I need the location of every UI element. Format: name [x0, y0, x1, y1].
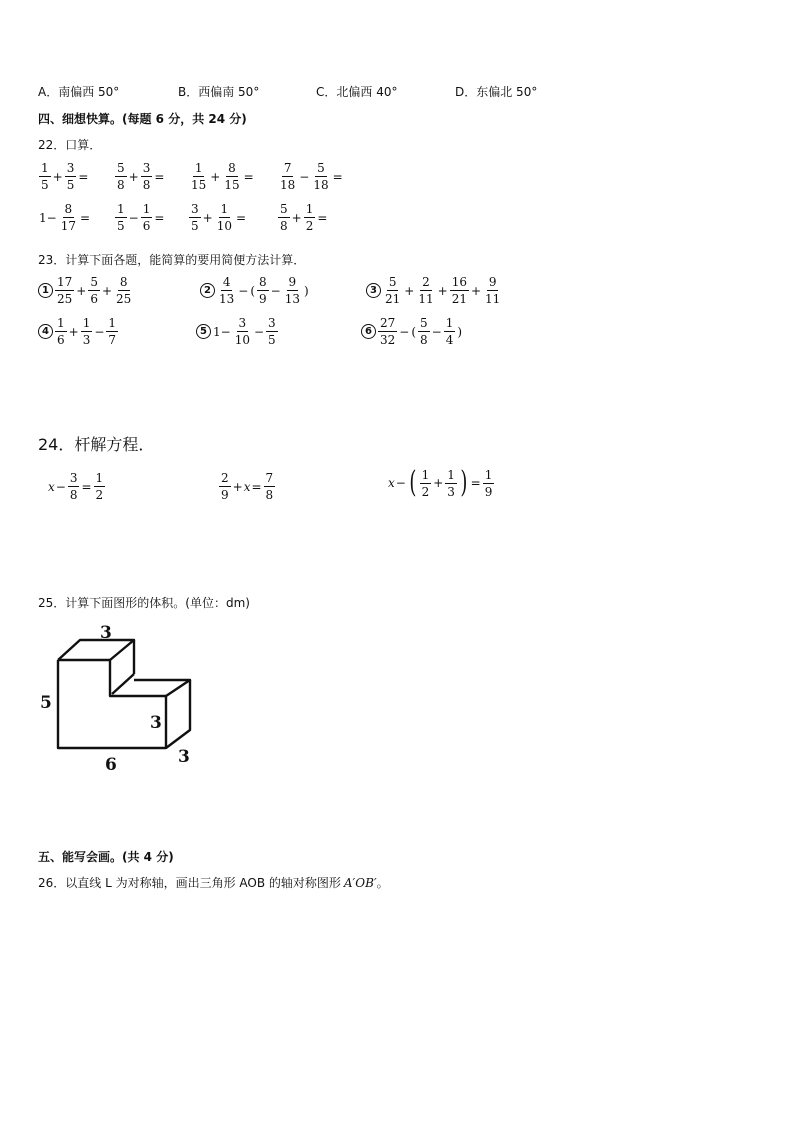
q26-text — [38, 874, 389, 891]
fraction: $\frac{9}{13}$ — [284, 275, 301, 306]
fraction: $\frac{1}{9}$ — [484, 467, 493, 499]
label-depth: 3 — [178, 747, 190, 767]
q22-item: $\frac{1}{15}$ + $\frac{8}{15}$ = — [191, 161, 254, 192]
tall-step-edge — [112, 674, 134, 694]
fraction: $\frac{1}{2}$ — [95, 471, 104, 502]
option-d: D．东偏北 50° — [455, 85, 538, 99]
option-b: B．西偏南 50° — [178, 85, 260, 99]
label-top: 3 — [100, 623, 112, 643]
fraction: $\frac{5}{6}$ — [90, 275, 98, 306]
fraction: $\frac{27}{32}$ — [380, 316, 396, 347]
circle-mark-6: 6 — [361, 324, 376, 339]
q22-item: 1− $\frac{8}{17}$ = — [39, 202, 91, 233]
fraction: $\frac{1}{6}$ — [57, 316, 65, 347]
q22-title: 22．口算． — [38, 138, 102, 152]
fraction: $\frac{8}{9}$ — [259, 275, 267, 306]
q22-item: $\frac{5}{8}$ + $\frac{1}{2}$ = — [280, 202, 328, 233]
fraction: $\frac{5}{21}$ — [385, 275, 401, 306]
q22-item: $\frac{3}{5}$ + $\frac{1}{10}$ = — [191, 202, 247, 233]
q22-item: $\frac{1}{5}$ − $\frac{1}{6}$ = — [117, 202, 165, 233]
section-5-title: 五、能写会画。(共 4 分) — [38, 850, 174, 864]
q23-expr-4: 4 $\frac{1}{6}$ + $\frac{1}{3}$ − $\frac{1}{7}$ — [38, 317, 119, 346]
q24-equation-2: $\frac{2}{9}$ + x = $\frac{7}{8}$ — [221, 471, 274, 502]
fraction: $\frac{2}{11}$ — [418, 275, 434, 306]
fraction: $\frac{7}{18}$ — [280, 161, 296, 192]
top-face-low — [134, 680, 190, 696]
circle-mark-3: 3 — [366, 283, 381, 298]
fraction: $\frac{2}{9}$ — [221, 471, 229, 502]
circle-mark-1: 1 — [38, 283, 53, 298]
option-c: C．北偏西 40° — [316, 85, 398, 99]
fraction: $\frac{5}{8}$ — [420, 316, 428, 347]
q22-item: $\frac{7}{18}$ − $\frac{5}{18}$ = — [280, 161, 343, 192]
fraction: $\frac{1}{2}$ — [421, 467, 430, 499]
q23-expr-3: 3 $\frac{5}{21}$ + $\frac{2}{11}$ + $\frac{16}{21}$ + $\frac{9}{11}$ — [366, 276, 503, 305]
q23-expr-2: 2 $\frac{4}{13}$ − ( $\frac{8}{9}$ − $\frac{9}{13}$ ) — [200, 276, 310, 305]
fraction: $\frac{1}{5}$ — [117, 202, 125, 233]
fraction: $\frac{1}{2}$ — [305, 202, 314, 233]
q26-text-main: 26．以直线 L 为对称轴，画出三角形 AOB 的轴对称图形 — [38, 876, 341, 890]
q25-title: 25．计算下面图形的体积。(单位：dm) — [38, 596, 250, 610]
q26-text-end: 。 — [376, 876, 389, 890]
fraction: $\frac{1}{6}$ — [142, 202, 151, 233]
fraction: $\frac{8}{25}$ — [116, 275, 132, 306]
q22-item: $\frac{1}{5}$ + $\frac{3}{5}$ = — [41, 161, 89, 192]
top-face-tall — [58, 640, 134, 660]
q24-title: 24．杆解方程． — [38, 435, 155, 454]
q23-title: 23．计算下面各题，能简算的要用简便方法计算． — [38, 253, 306, 267]
fraction: $\frac{5}{18}$ — [313, 161, 329, 192]
q22-item: $\frac{5}{8}$ + $\frac{3}{8}$ = — [117, 161, 165, 192]
fraction: $\frac{17}{25}$ — [57, 275, 73, 306]
circle-mark-2: 2 — [200, 283, 215, 298]
section-4-title: 四、细想快算。(每题 6 分，共 24 分) — [38, 112, 247, 126]
fraction: $\frac{9}{11}$ — [485, 275, 501, 306]
fraction: $\frac{3}{5}$ — [268, 316, 276, 347]
label-bottom: 6 — [105, 755, 117, 775]
fraction: $\frac{3}{8}$ — [142, 161, 151, 192]
fraction: $\frac{8}{17}$ — [60, 202, 76, 233]
fraction: $\frac{1}{7}$ — [108, 316, 117, 347]
fraction: $\frac{1}{5}$ — [41, 161, 49, 192]
fraction: $\frac{1}{4}$ — [445, 316, 454, 347]
label-mid: 3 — [150, 713, 162, 733]
q23-expr-1: 1 $\frac{17}{25}$ + $\frac{5}{6}$ + $\frac{8}{25}$ — [38, 276, 134, 305]
fraction: $\frac{16}{21}$ — [451, 275, 467, 306]
fraction: $\frac{3}{5}$ — [191, 202, 199, 233]
circle-mark-5: 5 — [196, 324, 211, 339]
q23-expr-6: 6 $\frac{27}{32}$ − ( $\frac{5}{8}$ − $\frac{1}{4}$ ) — [361, 317, 463, 346]
fraction: $\frac{7}{8}$ — [265, 471, 274, 502]
fraction: $\frac{3}{8}$ — [69, 471, 78, 502]
fraction: $\frac{1}{3}$ — [82, 316, 91, 347]
fraction: $\frac{1}{10}$ — [216, 202, 232, 233]
right-face-low — [166, 680, 190, 748]
fraction: $\frac{4}{13}$ — [219, 275, 235, 306]
fraction: $\frac{1}{3}$ — [447, 467, 455, 499]
circle-mark-4: 4 — [38, 324, 53, 339]
fraction: $\frac{3}{5}$ — [66, 161, 75, 192]
fraction: $\frac{8}{15}$ — [224, 161, 240, 192]
solid-figure-diagram — [30, 618, 210, 778]
option-a: A．南偏西 50° — [38, 85, 120, 99]
q24-equation-1: x − $\frac{3}{8}$ = $\frac{1}{2}$ — [48, 471, 104, 502]
fraction: $\frac{3}{10}$ — [234, 316, 250, 347]
fraction: $\frac{1}{15}$ — [191, 161, 207, 192]
fraction: $\frac{5}{8}$ — [280, 202, 288, 233]
front-face — [58, 660, 166, 748]
q24-equation-3: x − ( $\frac{1}{2}$ + $\frac{1}{3}$ ) = $\frac{1}{9}$ — [388, 465, 493, 500]
fraction: $\frac{5}{8}$ — [117, 161, 125, 192]
label-left: 5 — [40, 693, 52, 713]
q23-expr-5: 5 1− $\frac{3}{10}$ − $\frac{3}{5}$ — [196, 317, 279, 346]
q26-figure-name: A′OB′ — [343, 876, 377, 890]
